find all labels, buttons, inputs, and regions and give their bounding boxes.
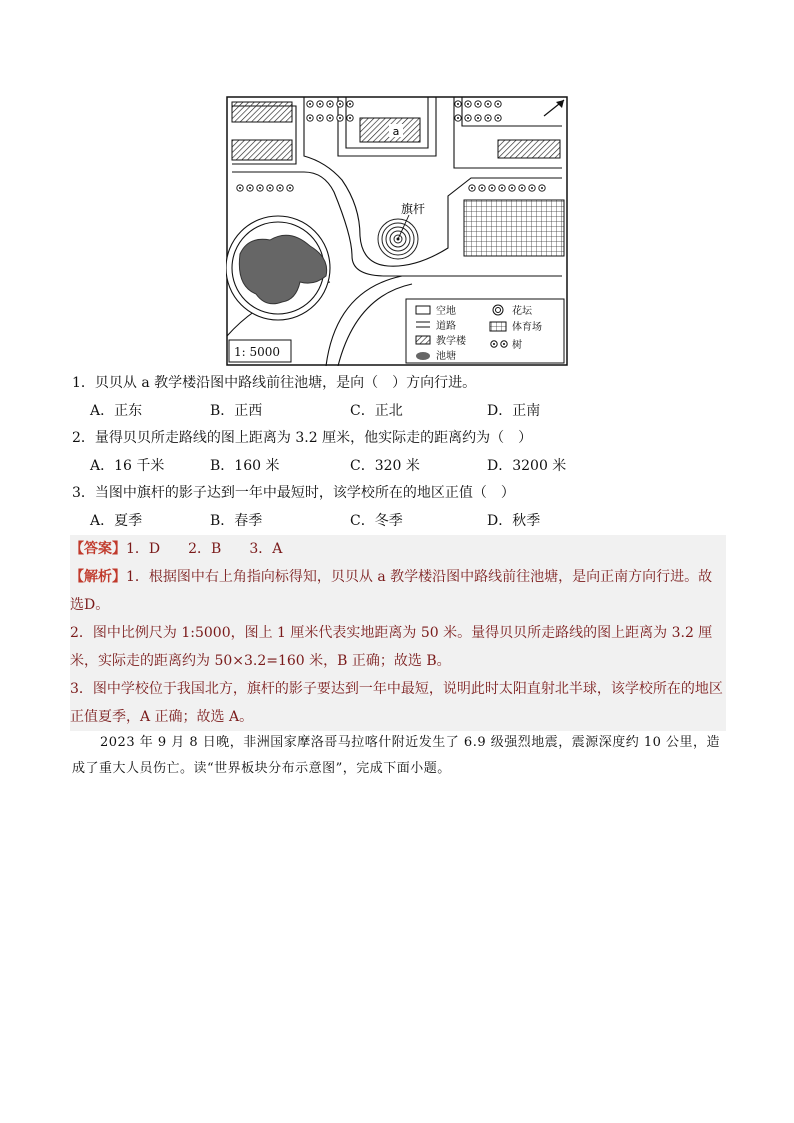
legend-road: 道路 [436,321,456,332]
label-a: a [392,125,400,138]
answer-block [70,535,726,563]
q1-option-c: C．正北 [350,403,403,419]
legend-building: 教学楼 [436,336,466,347]
legend-open-space: 空地 [436,306,456,317]
legend-tree: 树 [512,340,522,351]
q2-option-d: D．3200 米 [487,458,567,474]
q3-option-c: C．冬季 [350,513,403,529]
q3-option-a: A．夏季 [90,513,143,529]
flagpole-label: 旗杆 [400,202,426,216]
legend-pond: 池塘 [436,351,456,362]
q3-option-d: D．秋季 [487,513,541,529]
question-3-stem: 3．当图中旗杆的影子达到一年中最短时，该学校所在的地区正值（ ） [72,485,515,501]
analysis-text-3: 3．图中学校位于我国北方，旗杆的影子要达到一年中最短，说明此时太阳直射北半球，该学校所在的地区正值夏季，A 正确；故选 A。 [70,681,723,725]
analysis-text-1: 1．根据图中右上角指向标得知，贝贝从 a 教学楼沿图中路线前往池塘，是向正南方向行进。故选D。 [70,569,713,613]
q2-option-b: B．160 米 [210,458,280,474]
answer-text: 1．D 2．B 3．A [126,541,283,557]
analysis-tag: 【解析】 [70,569,126,585]
q1-option-b: B．正西 [210,403,263,419]
q1-option-d: D．正南 [487,403,541,419]
q2-option-c: C．320 米 [350,458,420,474]
analysis-2 [70,619,726,675]
map-scale: 1: 5000 [234,345,281,359]
passage: 2023 年 9 月 8 日晚，非洲国家摩洛哥马拉喀什附近发生了 6.9 级强烈地震，震源深度约 10 公里，造成了重大人员伤亡。读“世界板块分布示意图”，完成下面小题。 [72,735,721,776]
question-2-stem: 2．量得贝贝所走路线的图上距离为 3.2 厘米，他实际走的距离约为（ ） [72,430,533,446]
question-1-stem: 1．贝贝从 a 教学楼沿图中路线前往池塘，是向（ ）方向行进。 [72,375,477,391]
q2-option-a: A．16 千米 [90,458,165,474]
q3-option-b: B．春季 [210,513,263,529]
analysis-text-2: 2．图中比例尺为 1:5000，图上 1 厘米代表实地距离为 50 米。量得贝贝所走路线的图上距离为 3.2 厘米，实际走的距离约为 50×3.2=160 米，B 正确；故选 B。 [70,625,713,669]
school-map [226,96,568,366]
q1-option-a: A．正东 [90,403,143,419]
analysis-3 [70,675,726,731]
legend-stadium: 体育场 [512,322,542,333]
legend-flower-bed: 花坛 [512,306,532,317]
analysis-1 [70,563,726,619]
answer-tag: 【答案】 [70,541,126,557]
